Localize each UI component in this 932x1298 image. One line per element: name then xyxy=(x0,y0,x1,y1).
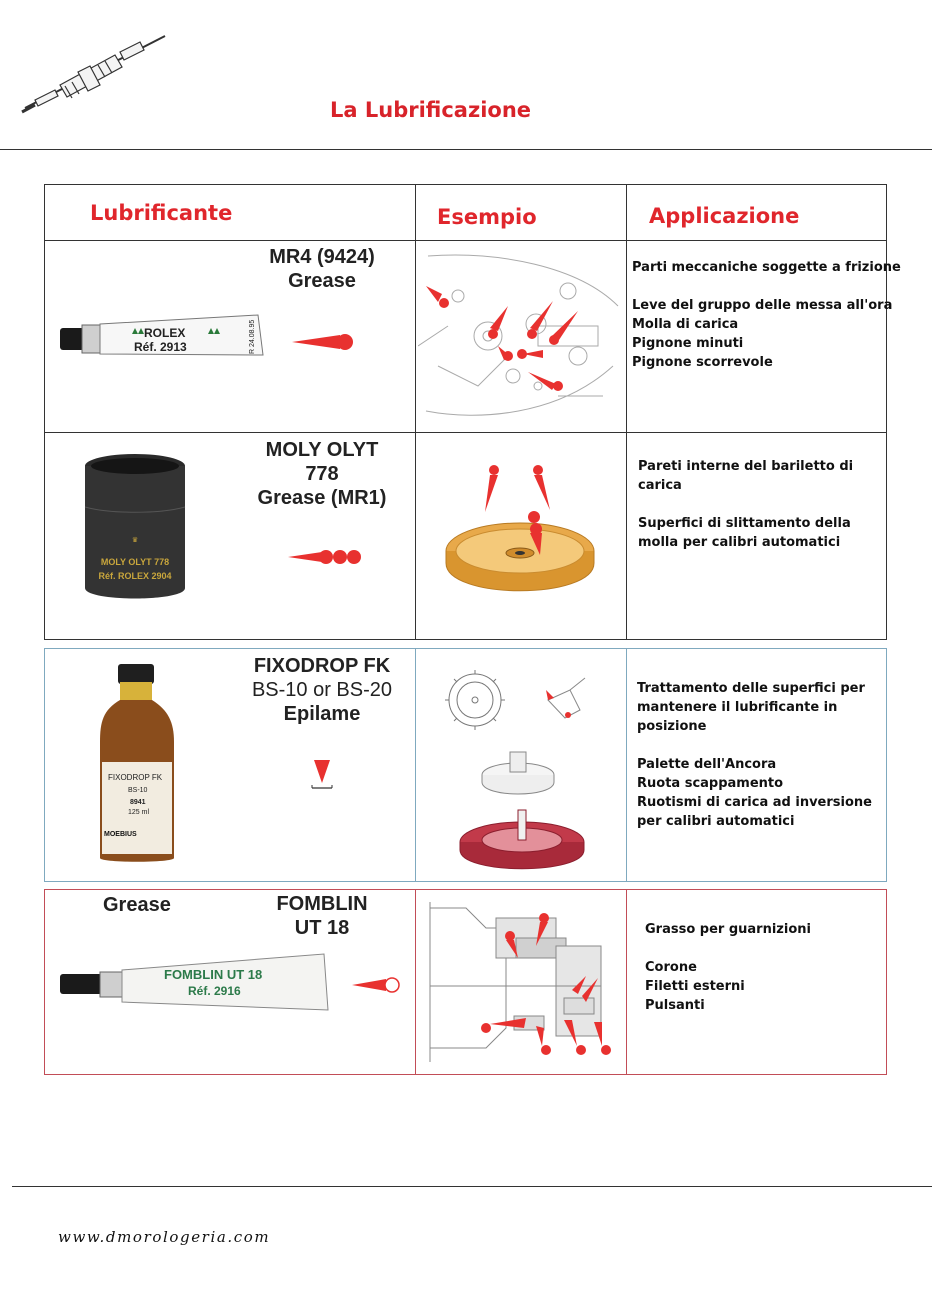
application-list xyxy=(637,679,872,831)
application-item: Leve del gruppo delle messa all'ora xyxy=(632,298,893,313)
application-item: posizione xyxy=(637,719,707,734)
product-name-mr4 xyxy=(242,245,402,293)
application-spacer xyxy=(632,277,901,296)
application-item: Pulsanti xyxy=(645,998,705,1013)
column-divider xyxy=(626,184,627,640)
watch-stem-logo xyxy=(20,30,170,115)
footer-website: www.dmorologeria.com xyxy=(58,1228,271,1246)
application-spacer xyxy=(638,495,853,514)
application-item: Superfici di slittamento della xyxy=(638,516,851,531)
drop-symbol-fomblin xyxy=(350,975,402,995)
application-item: Trattamento delle superfici per xyxy=(637,681,865,696)
application-item: Grasso per guarnizioni xyxy=(645,922,811,937)
product-line: Epilame xyxy=(283,703,361,725)
product-extra-label: Grease xyxy=(103,894,171,916)
product-line: Grease (MR1) xyxy=(257,487,387,509)
drop-symbol-triple xyxy=(286,546,366,568)
fixodrop-bottle xyxy=(98,662,178,864)
package-text: R 24.08.95 xyxy=(249,319,256,354)
moly-olyt-jar xyxy=(80,452,190,602)
product-line: BS-10 or BS-20 xyxy=(251,679,393,701)
header-application: Applicazione xyxy=(649,204,800,228)
product-line: FIXODROP FK xyxy=(253,655,391,677)
svg-text:♛: ♛ xyxy=(131,537,139,544)
application-list xyxy=(632,258,901,372)
package-text: ROLEX xyxy=(144,326,186,340)
package-text: FIXODROP FK xyxy=(108,773,163,782)
column-divider xyxy=(626,889,627,1075)
drop-symbol-single xyxy=(290,330,360,354)
fomblin-grease-tube xyxy=(58,948,330,1014)
application-item: Molla di carica xyxy=(632,317,739,332)
application-item: Ruota scappamento xyxy=(637,776,784,791)
product-line: MOLY OLYT xyxy=(265,439,379,461)
column-divider xyxy=(415,184,416,640)
row-divider xyxy=(44,240,887,241)
application-item: Pareti interne del bariletto di xyxy=(638,459,854,474)
rolex-grease-tube xyxy=(58,310,268,360)
product-line: FOMBLIN xyxy=(276,893,368,915)
application-item: Parti meccaniche soggette a frizione xyxy=(632,260,901,275)
application-item: Corone xyxy=(645,960,697,975)
product-name-fomblin xyxy=(252,892,392,940)
movement-diagram xyxy=(418,246,623,430)
application-spacer xyxy=(637,736,872,755)
product-line: MR4 (9424) xyxy=(269,246,375,268)
package-text: Réf. 2913 xyxy=(134,340,187,354)
package-text: Réf. ROLEX 2904 xyxy=(98,571,172,581)
header-example: Esempio xyxy=(437,205,537,229)
application-item: Filetti esterni xyxy=(645,979,745,994)
application-item: carica xyxy=(638,478,682,493)
application-item: Pignone scorrevole xyxy=(632,355,773,370)
header-divider xyxy=(0,149,932,150)
product-line: 778 xyxy=(305,463,339,485)
application-list xyxy=(645,920,811,1015)
package-text: FOMBLIN UT 18 xyxy=(164,967,263,982)
column-divider xyxy=(626,648,627,882)
application-item: Ruotismi di carica ad inversione xyxy=(637,795,872,810)
footer-divider xyxy=(12,1186,932,1187)
product-name-fixodrop xyxy=(242,654,402,726)
application-spacer xyxy=(645,939,811,958)
application-item: mantenere il lubrificante in xyxy=(637,700,838,715)
crown-gasket-diagram xyxy=(426,898,616,1066)
header-lubricant: Lubrificante xyxy=(90,201,233,225)
product-line: Grease xyxy=(288,270,356,292)
column-divider xyxy=(415,889,416,1075)
row-divider xyxy=(44,432,887,433)
package-text: Réf. 2916 xyxy=(188,984,241,998)
package-text: MOLY OLYT 778 xyxy=(100,557,170,567)
product-name-moly-olyt xyxy=(242,438,402,510)
package-text: MOEBIUS xyxy=(104,831,137,838)
column-divider xyxy=(415,648,416,882)
application-item: Pignone minuti xyxy=(632,336,744,351)
package-text: BS-10 xyxy=(128,787,148,794)
application-item: per calibri automatici xyxy=(637,814,795,829)
application-item: molla per calibri automatici xyxy=(638,535,841,550)
drop-symbol-epilame xyxy=(308,758,336,792)
package-text: 8941 xyxy=(130,799,146,806)
package-text: 125 ml xyxy=(128,809,150,816)
product-line: UT 18 xyxy=(294,917,350,939)
escapement-diagram xyxy=(430,660,610,870)
page-title: La Lubrificazione xyxy=(330,98,532,122)
application-item: Palette dell'Ancora xyxy=(637,757,777,772)
application-list xyxy=(638,457,853,552)
barrel-diagram xyxy=(430,455,610,605)
